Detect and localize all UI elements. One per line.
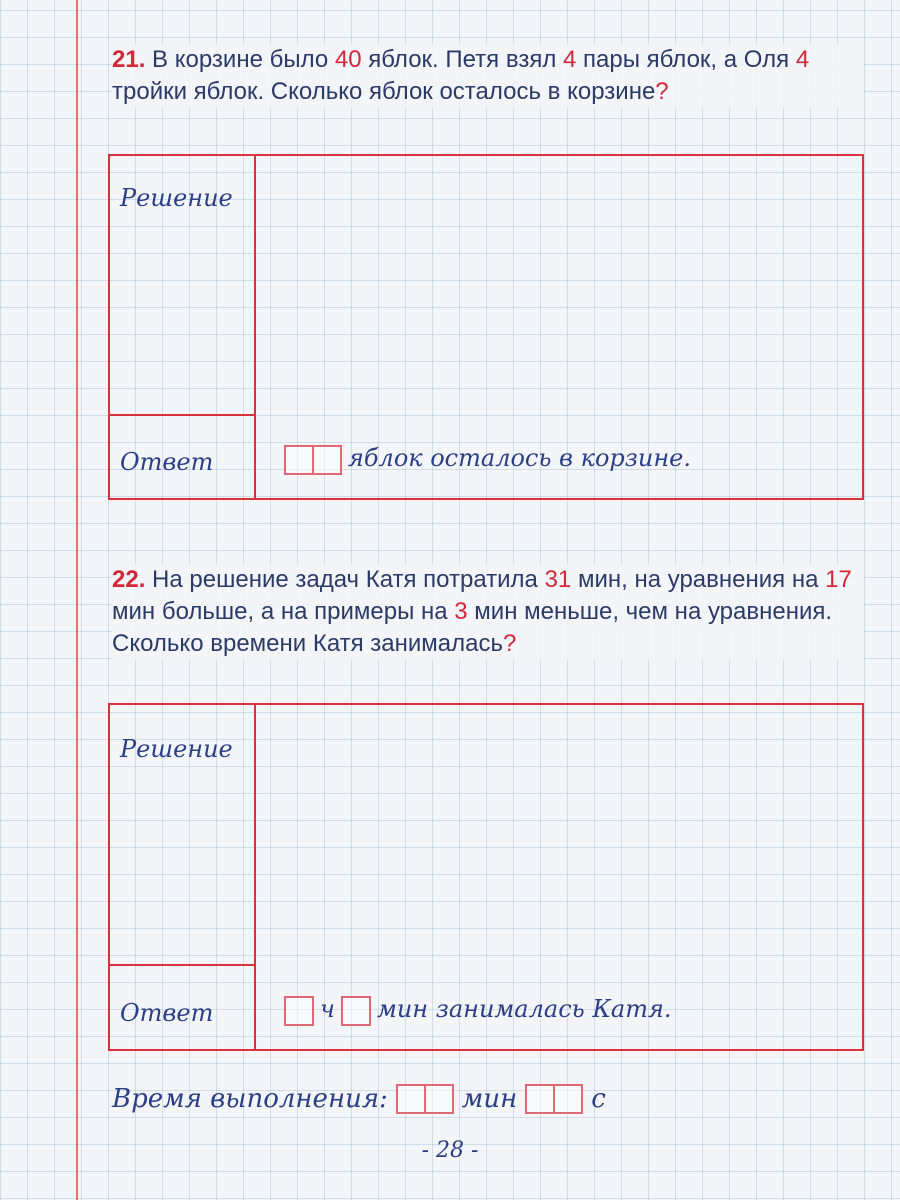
task-text: яблок. Петя взял	[361, 46, 563, 73]
task-21-answer-frame	[108, 154, 864, 500]
task-number: 3	[454, 598, 468, 625]
question-mark: ?	[503, 630, 517, 657]
task-number: 17	[825, 566, 852, 593]
task-number: 4	[795, 46, 810, 73]
page-margin-line	[76, 0, 78, 1200]
answer-text: яблок осталось в корзине.	[348, 444, 691, 472]
task-22-number: 22.	[112, 566, 146, 593]
time-seconds-box[interactable]	[525, 1084, 583, 1114]
frame-divider-vertical	[254, 705, 256, 1049]
seconds-unit: с	[591, 1084, 606, 1115]
minutes-input-box[interactable]	[341, 996, 371, 1026]
task-text: На решение задач Катя потратила	[152, 566, 545, 593]
solution-label: Решение	[120, 184, 233, 212]
task-text: В корзине было	[152, 46, 335, 73]
task-text: мин меньше, чем на уравнения. Сколько времени Катя занималась	[112, 598, 833, 657]
task-21-text	[112, 44, 864, 108]
task-22-answer-frame	[108, 703, 864, 1051]
page-number: - 28 -	[421, 1138, 479, 1163]
task-22-text	[112, 564, 864, 660]
task-text: мин больше, а на примеры на	[112, 598, 455, 625]
answer-line	[284, 995, 678, 1026]
frame-divider-horizontal	[110, 414, 256, 416]
completion-time-line	[112, 1082, 614, 1114]
task-21-number: 21.	[112, 46, 146, 73]
hours-unit: ч	[320, 995, 335, 1023]
minutes-unit: мин	[461, 1084, 518, 1115]
task-number: 31	[544, 566, 572, 593]
task-text: пары яблок, а Оля	[576, 46, 796, 73]
answer-label: Ответ	[120, 999, 214, 1027]
task-text: мин, на уравнения на	[571, 566, 826, 593]
answer-input-box[interactable]	[284, 445, 342, 475]
question-mark: ?	[655, 78, 669, 105]
task-number: 40	[334, 46, 362, 73]
answer-label: Ответ	[120, 448, 214, 476]
solution-label: Решение	[120, 735, 233, 763]
time-minutes-box[interactable]	[396, 1084, 454, 1114]
task-text: тройки яблок. Сколько яблок осталось в корзине	[112, 78, 656, 105]
completion-time-label: Время выполнения:	[112, 1084, 388, 1115]
answer-line	[284, 444, 697, 475]
hours-input-box[interactable]	[284, 996, 314, 1026]
frame-divider-vertical	[254, 156, 256, 498]
frame-divider-horizontal	[110, 964, 256, 966]
answer-text: мин занималась Катя.	[376, 995, 672, 1023]
task-number: 4	[563, 46, 577, 73]
